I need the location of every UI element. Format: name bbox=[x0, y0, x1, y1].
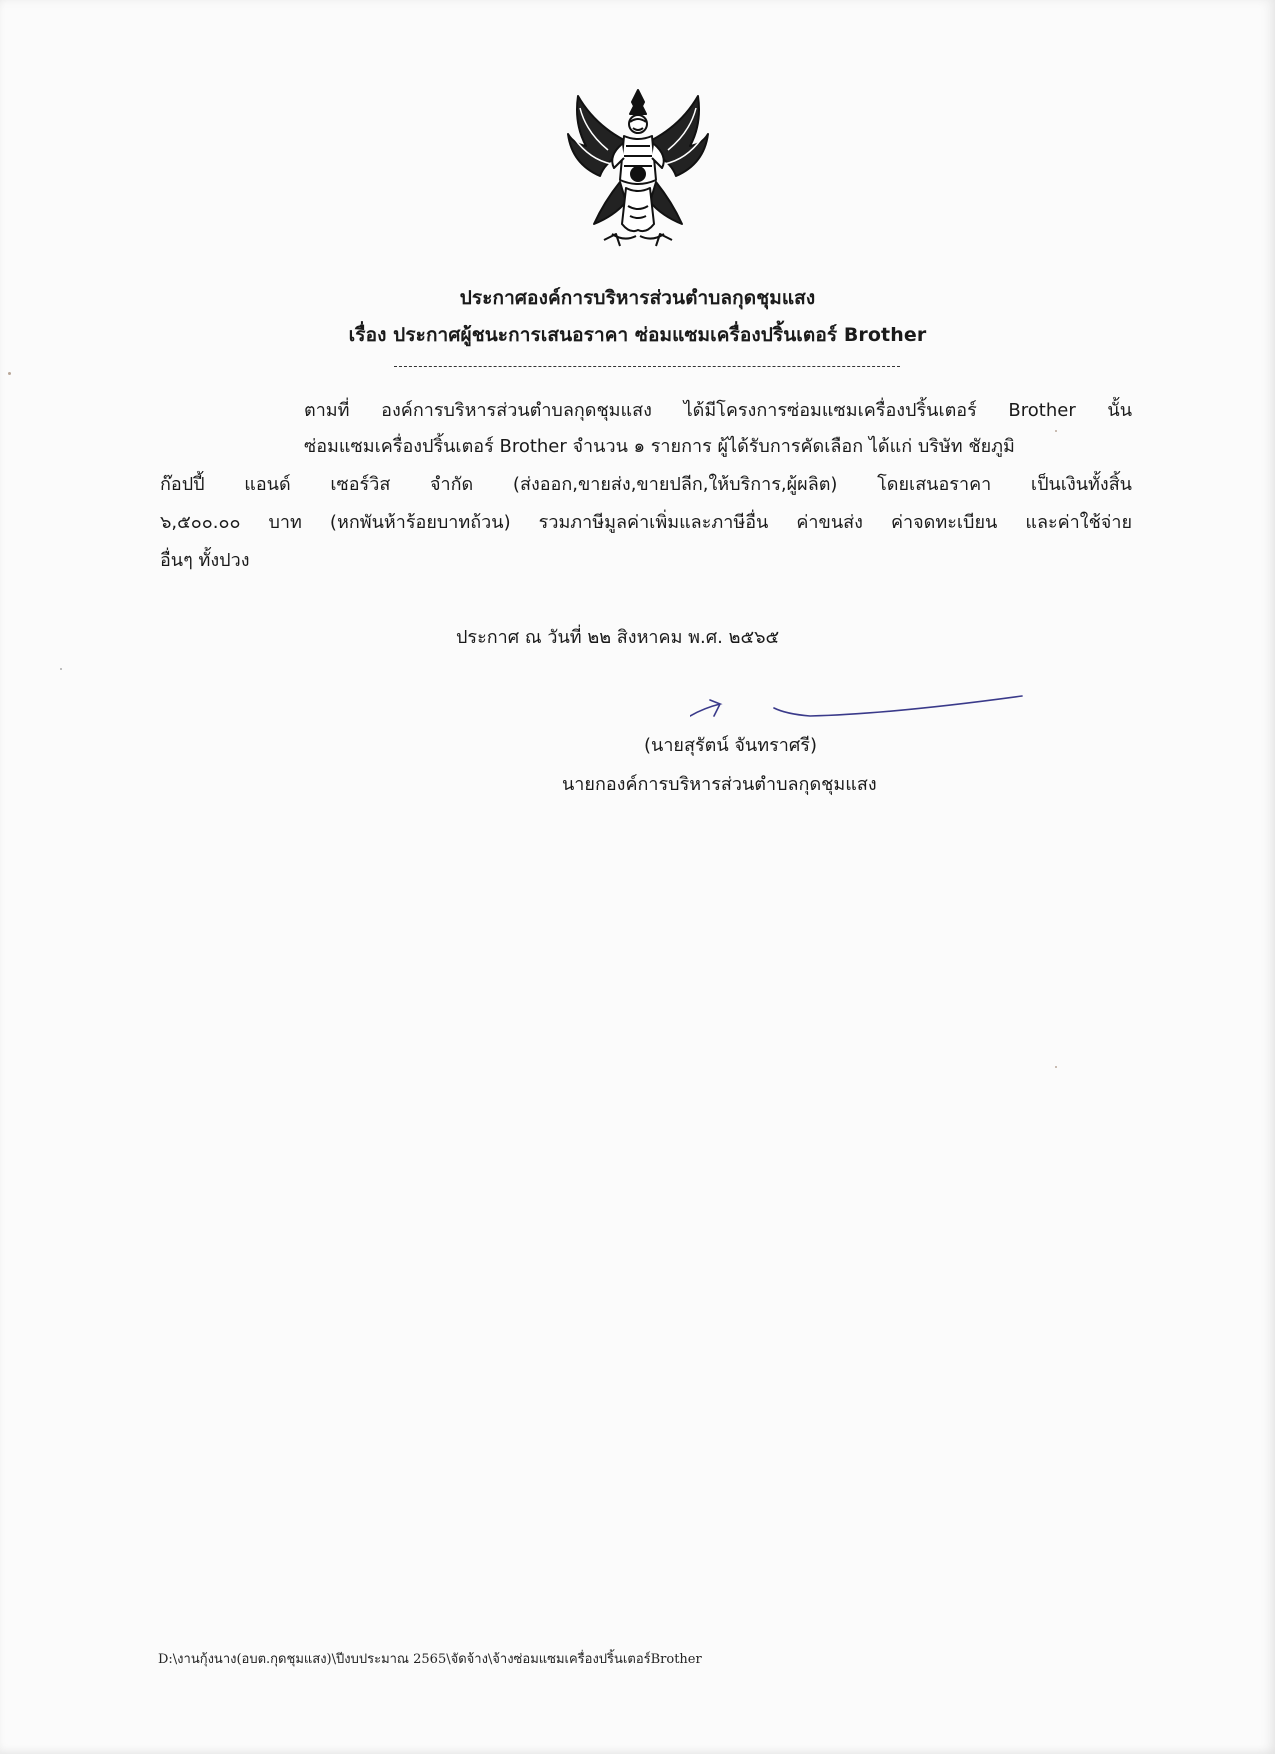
file-path-footer: D:\งานกุ้งนาง(อบต.กุดชุมแสง)\ปีงบประมาณ 2565\จัดจ้าง\จ้างซ่อมแซมเครื่องปริ้นเตอร์Brother bbox=[158, 1652, 702, 1667]
body-line-3: ก๊อปปี้ แอนด์ เซอร์วิส จำกัด (ส่งออก,ขายส่ง,ขายปลีก,ให้บริการ,ผู้ผลิต) โดยเสนอราคา เป็นเงินทั้งสิ้น bbox=[160, 474, 1132, 495]
body-line-4: ๖,๕๐๐.๐๐ บาท (หกพันห้าร้อยบาทถ้วน) รวมภาษีมูลค่าเพิ่มและภาษีอื่น ค่าขนส่ง ค่าจดทะเบียน และค่าใช้จ่าย bbox=[160, 512, 1132, 533]
signer-name: (นายสุรัตน์ จันทราศรี) bbox=[644, 735, 817, 756]
body-line-5: อื่นๆ ทั้งปวง bbox=[160, 550, 250, 571]
announcement-date: ประกาศ ณ วันที่ ๒๒ สิงหาคม พ.ศ. ๒๕๖๕ bbox=[456, 627, 780, 648]
signer-title: นายกองค์การบริหารส่วนตำบลกุดชุมแสง bbox=[562, 774, 877, 795]
body-line-1: ตามที่ องค์การบริหารส่วนตำบลกุดชุมแสง ได้มีโครงการซ่อมแซมเครื่องปริ้นเตอร์ Brother นั้น bbox=[304, 400, 1132, 421]
garuda-emblem-icon bbox=[564, 84, 712, 256]
paper-speck bbox=[8, 372, 11, 375]
paper-speck bbox=[1055, 430, 1057, 432]
announcement-subject: เรื่อง ประกาศผู้ชนะการเสนอราคา ซ่อมแซมเครื่องปริ้นเตอร์ Brother bbox=[348, 324, 927, 346]
body-line-2: ซ่อมแซมเครื่องปริ้นเตอร์ Brother จำนวน ๑ รายการ ผู้ได้รับการคัดเลือก ได้แก่ บริษัท ชัยภูมิ bbox=[304, 436, 1015, 457]
title-divider bbox=[394, 366, 900, 367]
handwritten-signature bbox=[690, 686, 1030, 726]
announcement-title: ประกาศองค์การบริหารส่วนตำบลกุดชุมแสง bbox=[459, 287, 816, 309]
paper-speck bbox=[1055, 1066, 1057, 1068]
paper-speck bbox=[60, 668, 62, 670]
